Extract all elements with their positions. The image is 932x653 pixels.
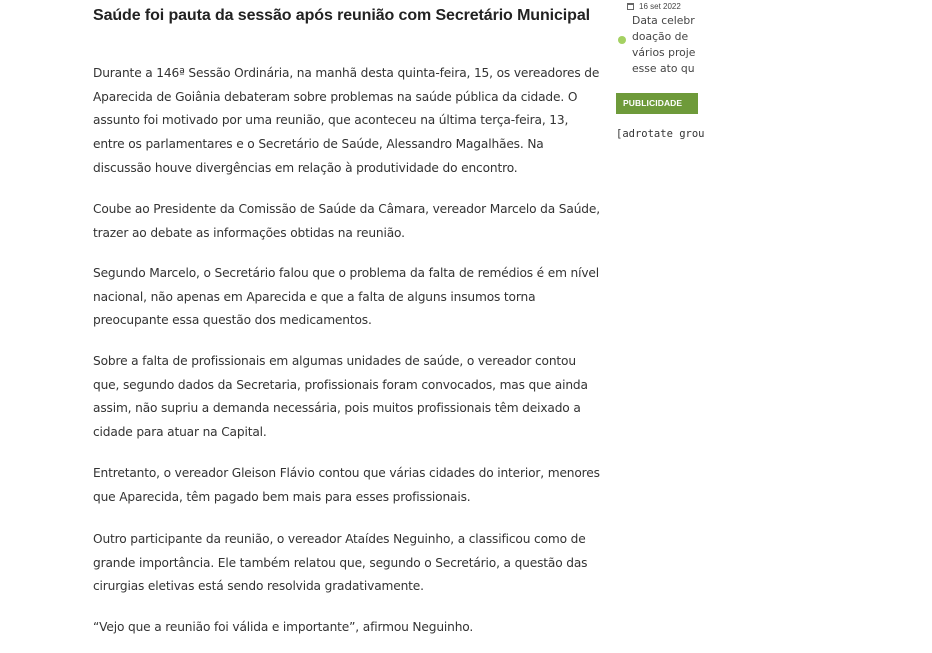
article-title: Saúde foi pauta da sessão após reunião com Secretário Municipal — [93, 7, 590, 24]
article-paragraph: “Vejo que a reunião foi válida e importante”, afirmou Neguinho. — [93, 620, 474, 634]
article-paragraph: Entretanto, o vereador Gleison Flávio contou que várias cidades do interior, menores que Aparecida, têm pagado bem mais para esses profissionais. — [93, 466, 600, 504]
news-excerpt-line: esse ato qu — [632, 62, 695, 75]
article-paragraph: Segundo Marcelo, o Secretário falou que o problema da falta de remédios é em nível nacional, não apenas em Aparecida e que a falta de alguns insumos torna preocupante essa questão dos medicamentos. — [93, 266, 600, 328]
news-date — [627, 2, 681, 12]
article-paragraph: Coube ao Presidente da Comissão de Saúde da Câmara, vereador Marcelo da Saúde, trazer ao debate as informações obtidas na reunião. — [93, 202, 600, 240]
news-excerpt-line: Data celebr — [632, 14, 695, 27]
publicidade-badge: PUBLICIDADE — [616, 93, 698, 114]
calendar-icon — [627, 3, 634, 10]
article-paragraph: Outro participante da reunião, o vereador Ataídes Neguinho, a classificou como de grande importância. Ele também relatou que, segundo o Secretário, a questão das cirurgias eletivas está sendo resolvida gradativamente. — [93, 532, 588, 594]
news-bullet-icon — [618, 36, 626, 44]
news-excerpt-line: vários proje — [632, 46, 696, 59]
ad-shortcode: [adrotate grou — [616, 128, 705, 140]
sidebar — [610, 0, 705, 653]
news-date-text: 16 set 2022 — [639, 2, 681, 11]
article-paragraph: Durante a 146ª Sessão Ordinária, na manhã desta quinta-feira, 15, os vereadores de Aparecida de Goiânia debateram sobre problemas na saúde pública da cidade. O assunto foi motivado por uma reunião, que aconteceu na última terça-feira, 13, entre os parlamentares e o Secretário de Saúde, Alessandro Magalhães. Na discussão houve divergências em relação à produtividade do encontro. — [93, 66, 600, 175]
news-excerpt[interactable] — [632, 13, 932, 77]
article-paragraph: Sobre a falta de profissionais em algumas unidades de saúde, o vereador contou que, segundo dados da Secretaria, profissionais foram convocados, mas que ainda assim, não supriu a demanda necessária, pois muitos profissionais têm deixado a cidade para atuar na Capital. — [93, 354, 588, 440]
news-excerpt-line: doação de — [632, 30, 689, 43]
